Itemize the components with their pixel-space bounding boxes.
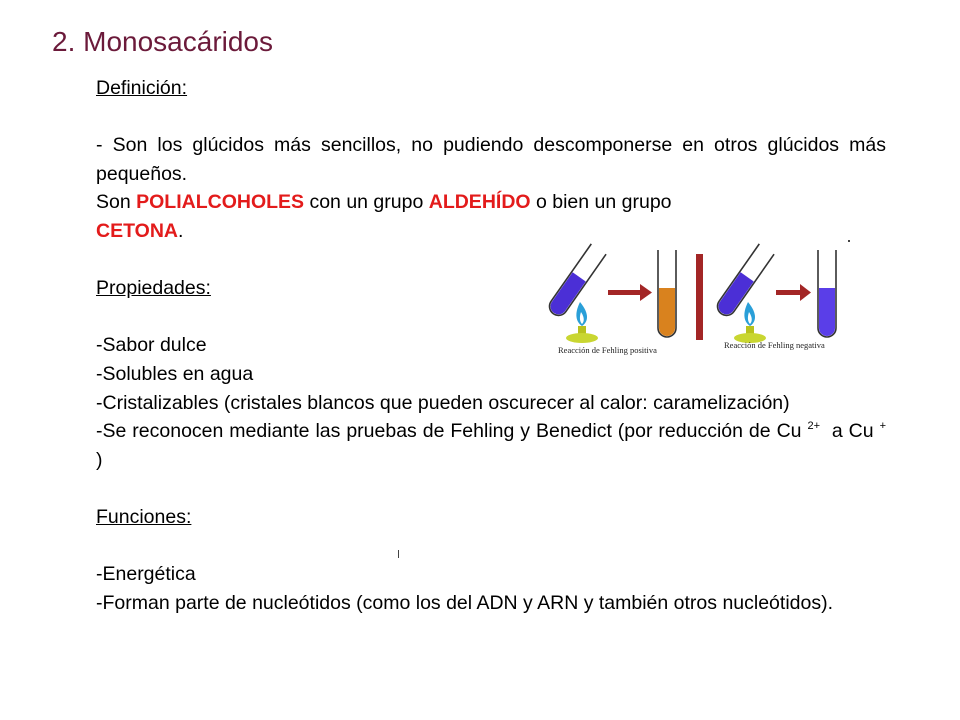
term-cetona: CETONA [96, 219, 178, 242]
tilted-test-tube-positive [546, 244, 606, 319]
propiedades-heading: Propiedades: [96, 277, 211, 300]
fehling-illustration [540, 236, 858, 358]
spacer [96, 532, 886, 561]
funcion-item: -Energética [96, 563, 196, 586]
text-fragment: ) [96, 448, 103, 471]
text-fragment: Son [96, 191, 137, 214]
term-polialcoholes: POLIALCOHOLES [136, 191, 305, 214]
text-fragment: . [177, 219, 184, 242]
propiedad-fehling [96, 417, 886, 474]
term-aldehido: ALDEHÍDO [428, 191, 531, 214]
burner-icon [734, 302, 766, 343]
spacer [96, 474, 886, 503]
slide-title: 2. Monosacáridos [52, 26, 274, 57]
tilted-test-tube-negative [714, 244, 774, 319]
propiedad-item: -Sabor dulce [96, 334, 207, 357]
definicion-heading: Definición: [96, 77, 188, 99]
arrow-icon [776, 284, 811, 301]
caption-positive: Reacción de Fehling positiva [558, 345, 657, 355]
caption-negative: Reacción de Fehling negativa [724, 340, 825, 350]
arrow-icon [608, 284, 652, 301]
test-tube-orange-result [658, 250, 676, 337]
superscript-charge: + [879, 420, 886, 433]
funcion-item: -Forman parte de nucleótidos (como los del ADN y ARN y también otros nucleótidos). [96, 591, 834, 614]
spacer [96, 103, 886, 132]
stray-mark [848, 240, 850, 242]
test-tube-blue-result [818, 250, 836, 337]
funciones-heading: Funciones: [96, 505, 192, 528]
stray-mark [398, 550, 399, 558]
divider-bar [696, 254, 703, 340]
superscript-charge: 2+ [807, 420, 820, 433]
definicion-text: - Son los glúcidos más sencillos, no pudiendo descomponerse en otros glúcidos más pequeños. [96, 134, 886, 185]
text-fragment: a Cu [820, 420, 880, 443]
text-fragment: -Se reconocen mediante las pruebas de Fehling y Benedict (por reducción de Cu [96, 420, 808, 443]
text-fragment: con un grupo [304, 191, 429, 214]
propiedad-item: -Solubles en agua [96, 362, 254, 385]
fehling-reaction-image [540, 236, 858, 358]
text-fragment: o bien un grupo [530, 191, 672, 214]
propiedad-item: -Cristalizables (cristales blancos que pueden oscurecer al calor: caramelización) [96, 391, 790, 414]
burner-icon [566, 302, 598, 343]
